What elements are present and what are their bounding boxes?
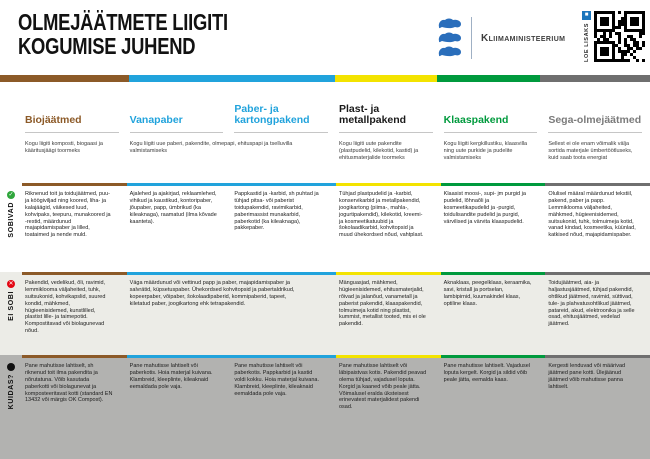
header (0, 0, 650, 75)
page-title-line2: KOGUMISE JUHEND (18, 32, 196, 59)
row-ei-sobi (0, 272, 650, 355)
row-kuidas (0, 355, 650, 459)
ei-sobi-paber-merged: Väga määrdunud või vettinud papp ja paber, majapidamispaber ja salvrätid, küpsetuspaber. Ühekordsed kohvitopsid ja pabertaldrikud, kopeerpaber, võipaber, šokolaadipaberid, kommipaberid, tapeet, kiletatud paber, joogikartong ehk tetrapakendid. (127, 272, 336, 355)
sobivad-plast-metall: Tühjad plastpudelid ja -karbid, konservikarbid ja metallpakendid, joogikartong (piima-, mahla-, jogurtipakendid), kilekotid, kreemi- ja kosmeetikatuubid ja šokolaadikarbid, kohvitopsid ja muud ühekordsed nõud, vahtplast. (336, 183, 441, 272)
intro-plast-metall: Kogu liigiti uute pakendite (plastpudelid, kilekotid, kastid) ja ehitusmaterjalide toormeks (339, 141, 419, 161)
column-header-klaaspakend: Klaaspakend (441, 115, 546, 133)
page-title (18, 11, 228, 59)
ei-sobi-klaaspakend: Aknaklaas, peegelklaas, keraamika, savi, kristall ja portselan, lambipirnid, kuumakindel klaas, optiline klaas. (441, 272, 546, 355)
row-label-text: SOBIVAD (7, 202, 15, 238)
kuidas-plast-metall: Pane mahutisse lahtiselt või läbipaistvas kotis. Pakendid peavad olema tühjad, vajadusel loputa. Korgid ja kaaned võib peale jätta. Võimalusel eralda üksteisest erinevatest materjalidest pakendi osad. (336, 355, 441, 459)
estonia-coat-of-arms-icon (437, 17, 463, 59)
black-circle-icon (7, 363, 15, 371)
category-color-stripe (0, 75, 650, 82)
column-header-vanapaber: Vanapaber (127, 115, 232, 133)
intro-paber-merged: Kogu liigiti uue paberi, pakendite, olmepapi, ehituspapi ja tselluvilla valmistamiseks (129, 141, 293, 154)
ministry-name: Kliimaministeerium (481, 32, 566, 44)
row-label-text: EI SOBI (7, 291, 15, 321)
stripe-paber (129, 75, 335, 82)
row-sobivad (0, 183, 650, 272)
qr-code (594, 11, 645, 62)
sobivad-vanapaber: Ajalehed ja ajakirjad, reklaamlehed, vihikud ja kaustikud, kontoripaber, jõupaber, papp, ümbrikud (ka kileaknaga), raamatud (ilma kõvade kaanteta). (127, 183, 232, 272)
kuidas-klaaspakend: Pane mahutisse lahtiselt. Vajadusel loputa kergelt. Korgid ja sildid võib peale jätta, eemalda kaas. (441, 355, 546, 459)
kuidas-biojaatmed: Pane mahutisse lahtiselt, sh riknenud toit ilma pakendita ja nõrutatuna. Võib kasutada paberkotti või biolagunevat ja komposteeritavat kotti (standard EN 13432 või märgis OK Compost). (22, 355, 127, 459)
kuidas-sega: Kergesti lenduvad või määrivad jäätmed pane kotti. Ülejäänud jäätmed võib mahutisse panna lahtiselt. (545, 355, 650, 459)
column-header-sega: Sega-olmejäätmed (545, 115, 650, 133)
check-circle-icon: ✓ (8, 192, 14, 198)
ministry-logo (437, 17, 565, 59)
intro-klaaspakend: Kogu liigiti kergkillustiku, klaasvilla ning uute purkide ja pudelite valmistamiseks (443, 141, 528, 161)
info-badge-icon: ■ (582, 11, 591, 20)
stripe-sega (540, 75, 650, 82)
intro-biojaatmed: Kogu liigiti komposti, biogaasi ja kääritusjäägi toormeks (25, 141, 103, 154)
column-header-kartongpakend: Paber- ja kartongpakend (231, 104, 336, 133)
sobivad-biojaatmed: Riknenud toit ja toidujäätmed, puu- ja köögiviljad ning koored, liha- ja kalajäägid, väikesed luud, kohvipaks, teepuru, munakoored ja -restid, määrdunud majapidamispaber ja lilled, toataimed ja nende muld. (22, 183, 127, 272)
kuidas-vanapaber: Pane mahutisse lahtiselt või paberkotis. Hoia materjal kuivana. Klambreid, kleeplinte, kileaknaid eemaldada pole vaja. (127, 355, 232, 459)
sobivad-sega: Olulisel määral määrdunud tekstiil, pakend, paber ja papp. Lemmiklooma väljaheited, mähkmed, hügieenisidemed, suitsukonid, tuhk, tolmuimeja kotid, vanad kindad, kosmeetika, küünlad, katkised nõud, majapidamispaber. (545, 183, 650, 272)
qr-block (582, 11, 645, 62)
row-label-ei-sobi (0, 272, 22, 355)
x-circle-icon: ✕ (8, 281, 14, 287)
row-label-text: KUIDAS? (7, 374, 15, 410)
row-label-kuidas (0, 355, 22, 459)
stripe-plast (335, 75, 437, 82)
kuidas-kartongpakend: Pane mahutisse lahtiselt või paberkotis. Pappkarbid ja kastid voldi kokku. Hoia materjal kuivana. Klambreid, kleeplinte, kileaknaid eemaldada pole vaja. (231, 355, 336, 459)
ei-sobi-plast-metall: Mänguasjad, mähkmed, hügieenisidemed, ehitusmaterjalid, rõivad ja jalanõud, vanametall ja paberist pakendid, klaaspakendid, tolmuimeja kotid ning plastist, kummist, metallist tooted, mis ei ole pakendid. (336, 272, 441, 355)
stripe-biojaatmed (0, 75, 129, 82)
column-header-plast-metall: Plast- ja metallpakend (336, 104, 441, 133)
sobivad-klaaspakend: Klaasist moosi-, supi- jm purgid ja pudelid, lõhnaõli ja kosmeetikapudelid ja -purgid, toidulisandite pudelid ja purgid, värvilised ja värvita klaaspudelid. (441, 183, 546, 272)
logo-divider (471, 17, 472, 59)
ei-sobi-sega: Toidujäätmed, aia- ja haljastusjäätmed, tühjad pakendid, ohtlikud jäätmed, ravimid, süttivad, tule- ja plahvatusohtlikud jäätmed, patareid, akud, elektroonika ja selle osad, ehitusjäätmed, vedelad jäätmed. (545, 272, 650, 355)
stripe-klaas (437, 75, 540, 82)
qr-label: LOE LISAKS (583, 23, 590, 63)
ei-sobi-biojaatmed: Pakendid, vedelikud, õli, ravimid, lemmiklooma väljaheited, tuhk, suitsukonid, kohvikapslid, suured kondid, mähkmed, hügieenisidemed, kunstlilled, plastist lille- ja taimepotid. Kompostitavad või biolagunevad nõud. (22, 272, 127, 355)
row-label-sobivad (0, 183, 22, 272)
sobivad-kartongpakend: Pappkastid ja -karbid, sh puhtad ja tühjad pitsa- või paberist toidupakendid, ravimikarbid, paberimassist munakarbid, paberkotid (ka kileaknaga), pakkepaber. (231, 183, 336, 272)
intro-row (0, 133, 650, 183)
page-title-line1: OLMEJÄÄTMETE LIIGITI (18, 9, 228, 35)
column-header-biojaatmed: Biojäätmed (22, 115, 127, 133)
column-headers (0, 82, 650, 133)
intro-sega: Sellest ei ole enam võimalik välja sortida materjale ümbertöötluseks, kuid saab toota energiat (548, 141, 633, 161)
